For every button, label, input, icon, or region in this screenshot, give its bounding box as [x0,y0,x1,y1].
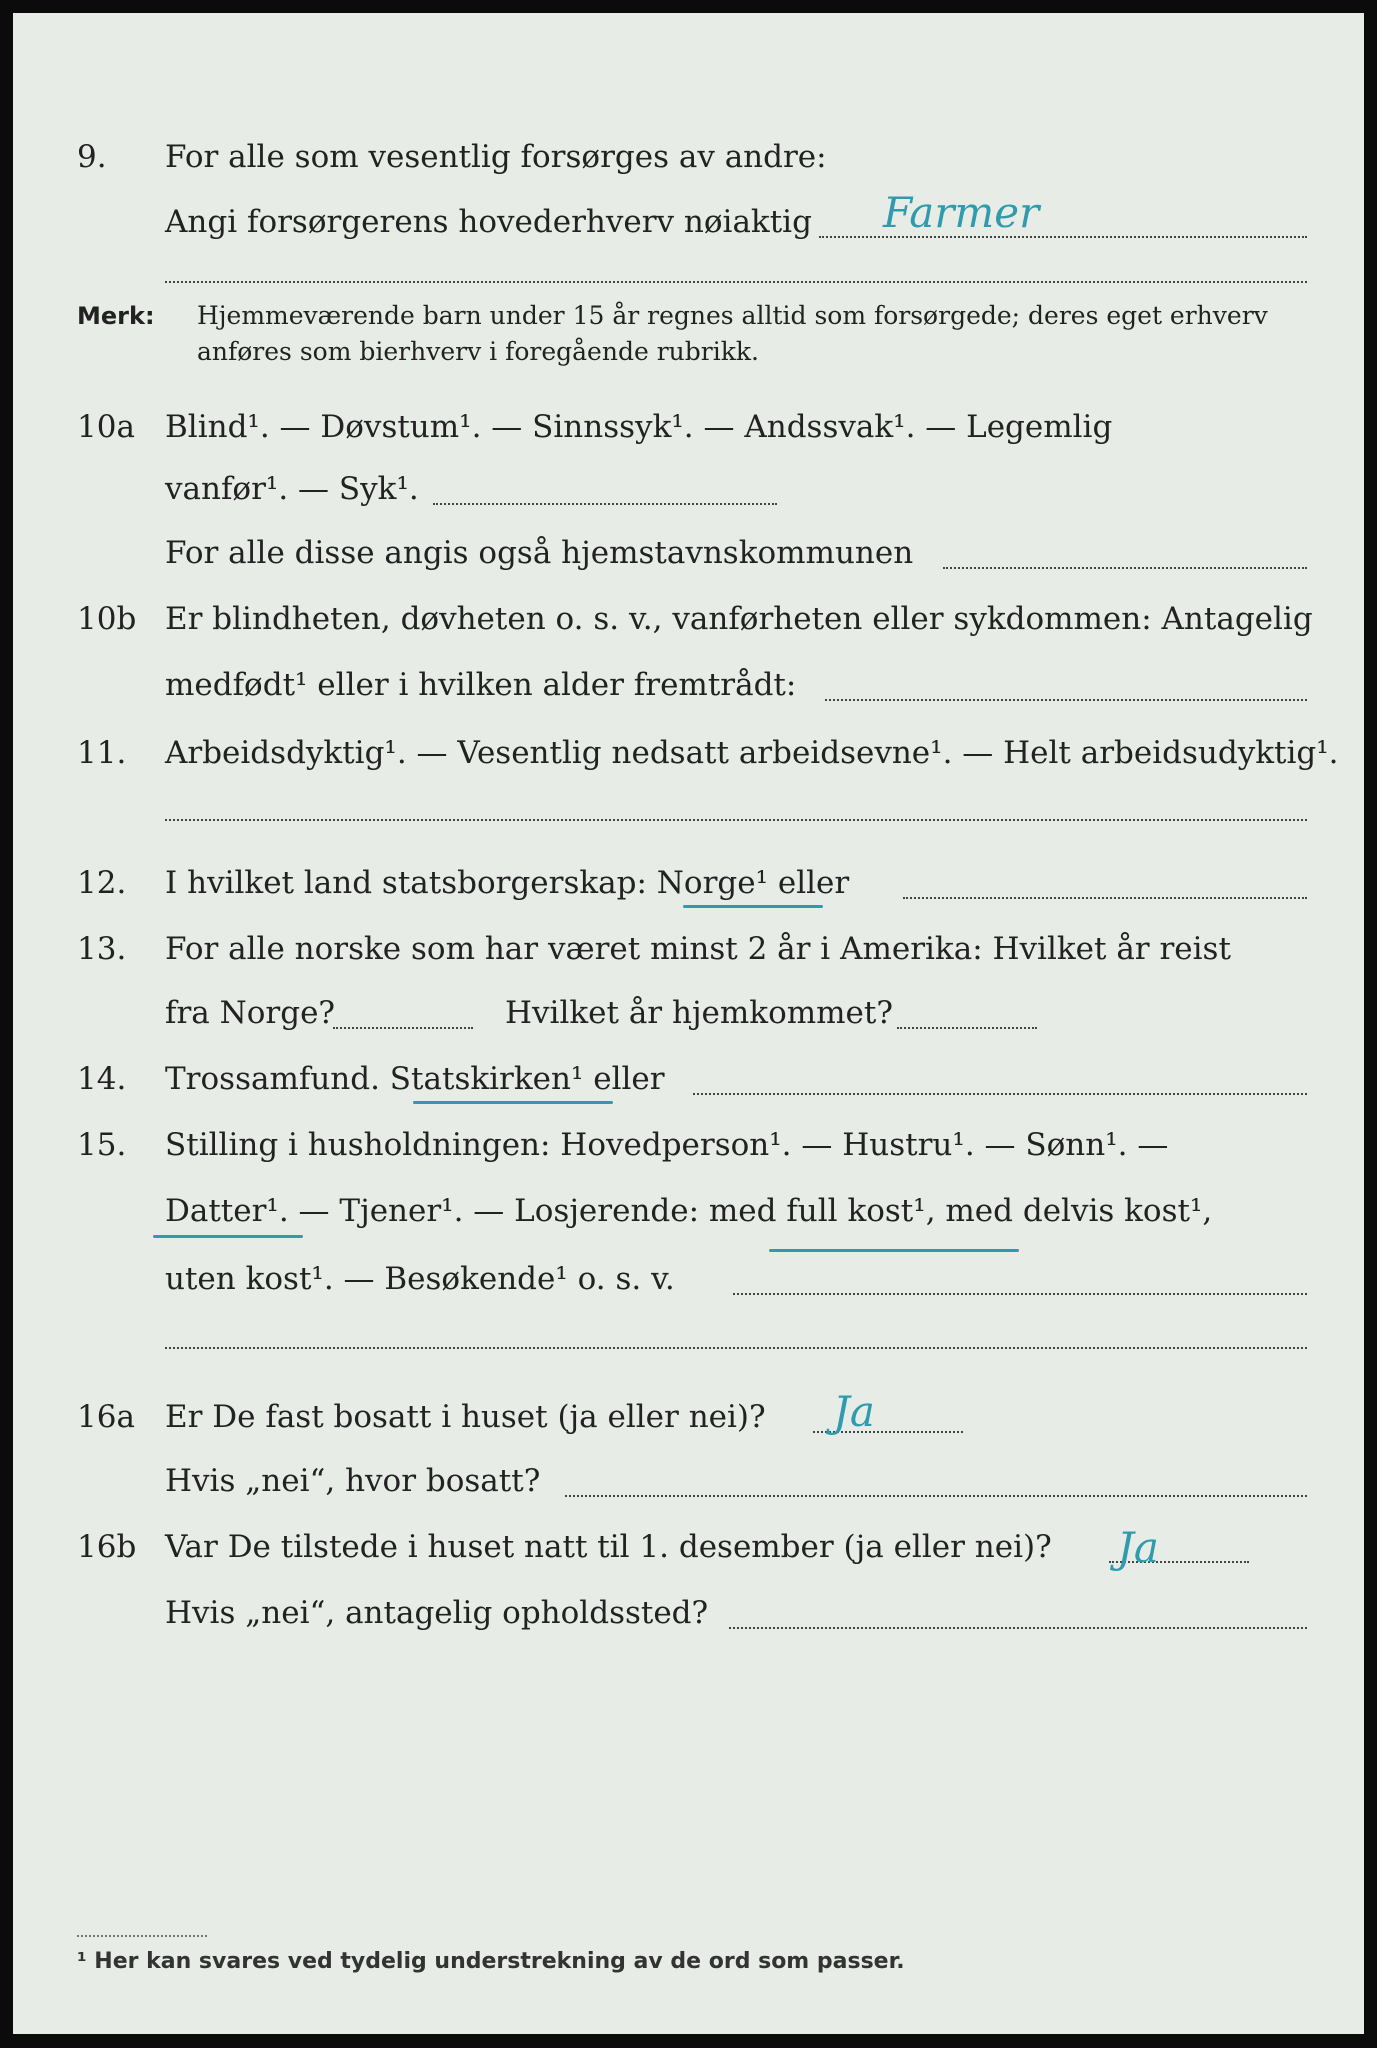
question-9 [13,131,1364,183]
question-16b [13,1521,1364,1573]
answer-line [903,897,1307,899]
answer-line [693,1093,1307,1095]
census-form-page [13,13,1364,2034]
footnote-divider [77,1935,207,1937]
question-text: Er blindheten, døvheten o. s. v., vanførheten eller sykdommen: Antagelig [165,601,1313,637]
question-11 [13,727,1364,779]
question-text: For alle norske som har været minst 2 år i Amerika: Hvilket år reist [165,931,1231,967]
question-10b-line-2 [13,659,1364,711]
question-15-line-2 [13,1185,1364,1237]
handwritten-underline [153,1235,303,1238]
question-16a [13,1387,1364,1443]
note-text: anføres som bierhverv i foregående rubrikk. [197,337,759,366]
question-10a [13,401,1364,453]
question-number: 11. [77,735,127,771]
question-text: Angi forsørgerens hovederhverv nøiaktig [165,204,812,240]
handwritten-answer: Ja [833,1387,875,1436]
handwritten-answer: Ja [1117,1523,1159,1572]
question-text: For alle disse angis også hjemstavnskommunen [165,535,914,571]
question-10b [13,593,1364,645]
question-text: Datter¹. — Tjener¹. — Losjerende: med full kost¹, med delvis kost¹, [165,1193,1213,1229]
answer-line [433,503,777,505]
handwritten-answer: Farmer [883,188,1040,237]
question-number: 14. [77,1061,127,1097]
question-text: vanfør¹. — Syk¹. [165,471,419,507]
question-text: Arbeidsdyktig¹. — Vesentlig nedsatt arbeidsevne¹. — Helt arbeidsudyktig¹. [165,735,1339,771]
question-16a-line-2 [13,1455,1364,1507]
footnote: ¹ Her kan svares ved tydelig understrekning av de ord som passer. [77,1949,905,1974]
question-number: 16b [77,1529,137,1565]
question-number: 9. [77,139,107,175]
handwritten-underline [769,1249,1019,1252]
question-15-line-3 [13,1253,1364,1305]
answer-line [165,281,1307,283]
question-text: uten kost¹. — Besøkende¹ o. s. v. [165,1261,675,1297]
question-number: 16a [77,1399,135,1435]
question-number: 15. [77,1127,127,1163]
question-text: Trossamfund. Statskirken¹ eller [165,1061,665,1097]
question-number: 10a [77,409,135,445]
question-number: 12. [77,865,127,901]
handwritten-underline [683,905,823,908]
note-merk [77,301,1317,366]
question-text: Hvis „nei“, hvor bosatt? [165,1463,541,1499]
question-10a-line-3 [13,527,1364,579]
question-text: fra Norge? [165,995,336,1031]
note-text: Hjemmeværende barn under 15 år regnes alltid som forsørgede; deres eget erhverv [197,301,1268,330]
question-text: medfødt¹ eller i hvilken alder fremtrådt: [165,667,797,703]
answer-line [165,1347,1307,1349]
answer-line [729,1627,1307,1629]
question-16b-line-2 [13,1587,1364,1639]
answer-line [825,699,1307,701]
question-text: Er De fast bosatt i huset (ja eller nei)? [165,1399,766,1435]
question-number: 10b [77,601,137,637]
question-number: 13. [77,931,127,967]
answer-line [165,819,1307,821]
question-text: Var De tilstede i huset natt til 1. desember (ja eller nei)? [165,1529,1052,1565]
answer-line [733,1293,1307,1295]
question-12 [13,857,1364,909]
question-10a-line-2 [13,463,1364,515]
question-text: Stilling i husholdningen: Hovedperson¹. — Hustru¹. — Sønn¹. — [165,1127,1169,1163]
answer-line [565,1495,1307,1497]
question-text: For alle som vesentlig forsørges av andre: [165,139,827,175]
answer-line [333,1027,473,1029]
question-text: I hvilket land statsborgerskap: Norge¹ eller [165,865,850,901]
question-15 [13,1119,1364,1171]
question-text: Blind¹. — Døvstum¹. — Sinnssyk¹. — Andssvak¹. — Legemlig [165,409,1113,445]
note-label: Merk: [77,302,155,330]
answer-line [943,567,1307,569]
question-13-line-2 [13,987,1364,1039]
question-9-line-2 [13,188,1364,248]
question-text: Hvilket år hjemkommet? [505,995,893,1031]
question-text: Hvis „nei“, antagelig opholdssted? [165,1595,709,1631]
question-14 [13,1053,1364,1105]
handwritten-underline [413,1101,613,1104]
answer-line [897,1027,1037,1029]
question-13 [13,923,1364,975]
